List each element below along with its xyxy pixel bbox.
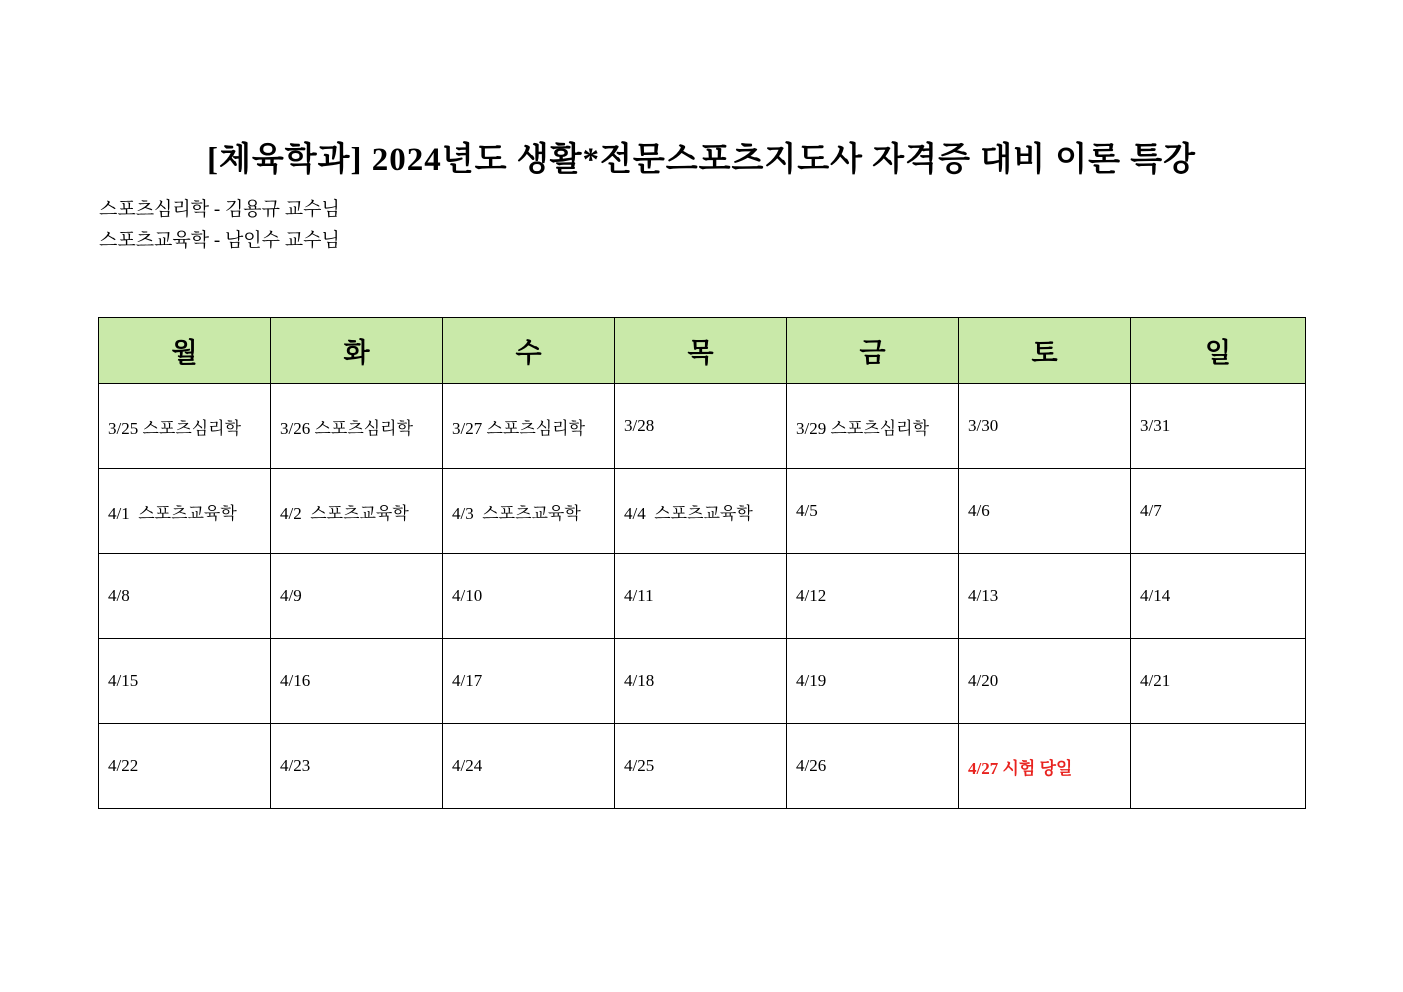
calendar-day-cell: 4/10 xyxy=(443,554,615,639)
calendar-day-cell: 4/8 xyxy=(99,554,271,639)
calendar-body xyxy=(99,384,1306,809)
exam-day-cell: 4/27 시험 당일 xyxy=(959,724,1131,809)
instructor-line-psychology: 스포츠심리학 - 김용규 교수님 xyxy=(99,199,340,220)
calendar-day-cell: 4/26 xyxy=(787,724,959,809)
weekday-header-row xyxy=(99,318,1306,384)
calendar-day-cell: 4/20 xyxy=(959,639,1131,724)
calendar-day-cell: 4/22 xyxy=(99,724,271,809)
instructor-line-pedagogy: 스포츠교육학 - 남인수 교수님 xyxy=(99,230,340,251)
weekday-header-cell: 일 xyxy=(1131,318,1306,384)
weekday-header-cell: 화 xyxy=(271,318,443,384)
weekday-header-cell: 토 xyxy=(959,318,1131,384)
calendar-week-row xyxy=(99,384,1306,469)
weekday-header-cell: 수 xyxy=(443,318,615,384)
calendar-week-row xyxy=(99,554,1306,639)
calendar-day-cell: 3/27 스포츠심리학 xyxy=(443,384,615,469)
calendar-day-cell: 4/19 xyxy=(787,639,959,724)
calendar-week-row xyxy=(99,469,1306,554)
calendar-day-cell: 4/3 스포츠교육학 xyxy=(443,469,615,554)
calendar-day-cell: 3/29 스포츠심리학 xyxy=(787,384,959,469)
weekday-header-cell: 월 xyxy=(99,318,271,384)
calendar-day-cell: 4/4 스포츠교육학 xyxy=(615,469,787,554)
calendar-day-cell: 4/2 스포츠교육학 xyxy=(271,469,443,554)
calendar-day-cell: 4/16 xyxy=(271,639,443,724)
calendar-day-cell: 4/18 xyxy=(615,639,787,724)
calendar-day-cell: 3/25 스포츠심리학 xyxy=(99,384,271,469)
calendar-day-cell: 4/14 xyxy=(1131,554,1306,639)
calendar-day-cell: 4/5 xyxy=(787,469,959,554)
calendar-day-cell: 4/11 xyxy=(615,554,787,639)
calendar-day-cell: 3/31 xyxy=(1131,384,1306,469)
page-title: [체육학과] 2024년도 생활*전문스포츠지도사 자격증 대비 이론 특강 xyxy=(207,142,1196,178)
calendar-day-cell: 3/30 xyxy=(959,384,1131,469)
calendar-day-cell: 4/1 스포츠교육학 xyxy=(99,469,271,554)
calendar-day-cell: 4/23 xyxy=(271,724,443,809)
calendar-day-cell: 4/12 xyxy=(787,554,959,639)
calendar-day-cell: 4/13 xyxy=(959,554,1131,639)
calendar-day-cell: 4/17 xyxy=(443,639,615,724)
calendar-day-cell xyxy=(1131,724,1306,809)
calendar-day-cell: 4/21 xyxy=(1131,639,1306,724)
calendar-day-cell: 4/15 xyxy=(99,639,271,724)
weekday-header-cell: 목 xyxy=(615,318,787,384)
instructor-list xyxy=(99,194,340,256)
weekday-header-cell: 금 xyxy=(787,318,959,384)
lecture-calendar-table xyxy=(98,317,1306,809)
calendar-day-cell: 4/9 xyxy=(271,554,443,639)
calendar-day-cell: 3/28 xyxy=(615,384,787,469)
calendar-day-cell: 4/25 xyxy=(615,724,787,809)
calendar-header-row xyxy=(99,318,1306,384)
calendar-day-cell: 4/7 xyxy=(1131,469,1306,554)
calendar-day-cell: 4/6 xyxy=(959,469,1131,554)
calendar-week-row xyxy=(99,639,1306,724)
calendar-day-cell: 4/24 xyxy=(443,724,615,809)
calendar-day-cell: 3/26 스포츠심리학 xyxy=(271,384,443,469)
calendar-week-row xyxy=(99,724,1306,809)
